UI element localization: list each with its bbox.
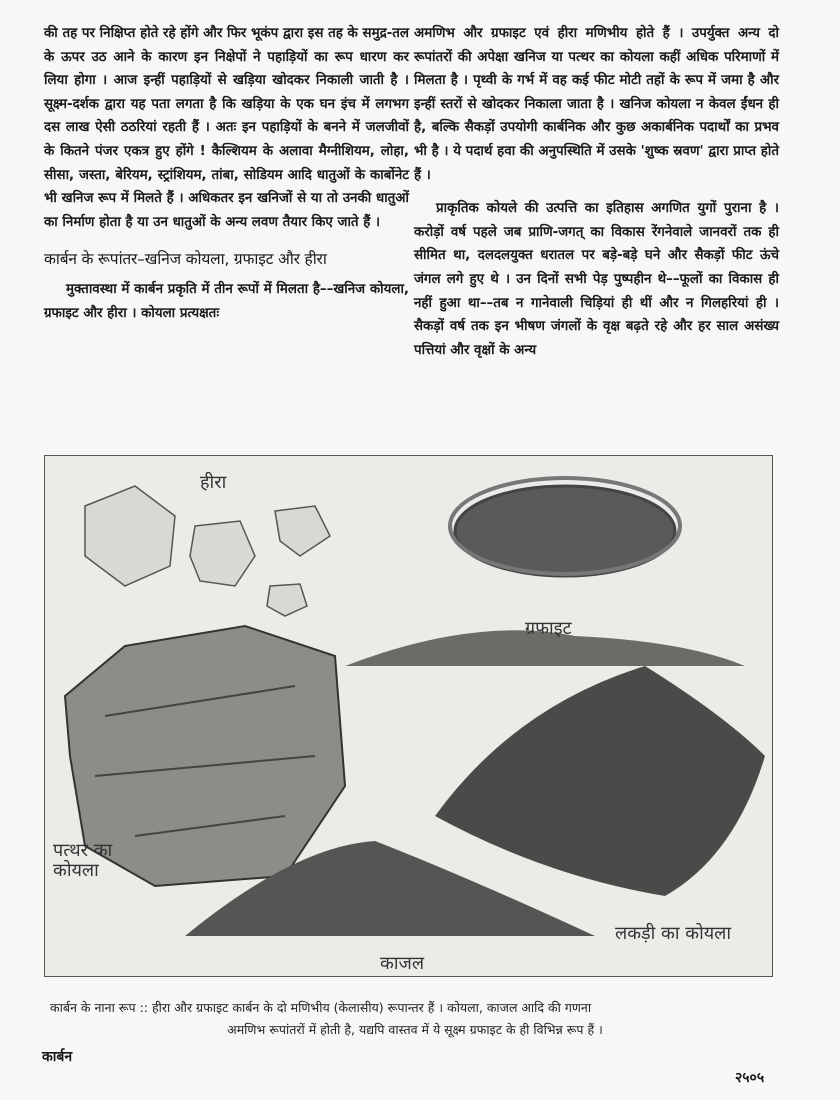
label-charcoal: लकड़ी का कोयला bbox=[615, 923, 732, 944]
caption-line-1: कार्बन के नाना रूप :: हीरा और ग्रफाइट कार्बन के दो मणिभीय (केलासीय) रूपान्तर हैं । कोयला, काजल आदि की गणना bbox=[50, 1000, 592, 1015]
left-paragraph-1: की तह पर निक्षिप्त होते रहे होंगे और फिर भूकंप द्वारा इस तह के समुद्र-तल के ऊपर उठ आने के कारण इन निक्षेपों ने पहाड़ियों का रूप धारण कर लिया होगा । आज इन्हीं पहाड़ियों से खड़िया खोदकर निकाली जाती है । सूक्ष्म-दर्शक द्वारा यह पता लगता है कि खड़िया के एक घन इंच में लगभग दस लाख ऐसी ठठरियां रहती हैं । अतः इन पहाड़ियों के बनने में जलजीवों के कितने पंजर एकत्र हुए होंगे ! कैल्शियम के अलावा मैग्नीशियम, लोहा, सीसा, जस्ता, बेरियम, स्ट्रांशियम, तांबा, सोडियम आदि धातुओं के कार्बोनेट भी खनिज रूप में मिलते हैं । अधिकतर इन खनिजों से या तो उनकी धातुओं का निर्माण होता है या उन धातुओं के अन्य लवण तैयार किए जाते हैं । bbox=[44, 26, 409, 230]
figure-caption bbox=[50, 997, 780, 1041]
left-column bbox=[44, 22, 409, 325]
label-graphite: ग्रफाइट bbox=[525, 618, 572, 639]
page-number: २५०५ bbox=[735, 1070, 765, 1086]
label-soot: काजल bbox=[380, 953, 425, 974]
right-paragraph-2: प्राकृतिक कोयले की उत्पत्ति का इतिहास अगणित युगों पुराना है । करोड़ों वर्ष पहले जब प्राणि-जगत् का विकास रेंगनेवाले जानवरों तक ही सीमित था, दलदलयुक्त धरातल पर बड़े-बड़े घने और सैकड़ों फीट ऊंचे जंगल लगे हुए थे । उन दिनों सभी पेड़ पुष्पहीन थे––फूलों का विकास ही नहीं हुआ था––तब न गानेवाली चिड़ियां ही थीं और न गिलहरियां ही । सैकड़ों वर्ष तक इन भीषण जंगलों के वृक्ष बढ़ते रहे और हर साल असंख्य पत्तियां और वृक्षों के अन्य bbox=[414, 201, 779, 358]
caption-line-2: अमणिभ रूपांतरों में होती है, यद्यपि वास्तव में ये सूक्ष्म ग्रफाइट के ही विभिन्न रूप हैं । bbox=[227, 1022, 603, 1037]
label-stone-coal: पत्थर का कोयला bbox=[53, 840, 113, 881]
illustration-drawing bbox=[45, 456, 772, 976]
label-diamond: हीरा bbox=[200, 472, 227, 493]
running-title: कार्बन bbox=[42, 1049, 73, 1065]
diamond-drawing bbox=[85, 486, 330, 616]
right-column bbox=[414, 22, 779, 362]
left-paragraph-2: मुक्तावस्था में कार्बन प्रकृति में तीन रूपों में मिलता है––खनिज कोयला, ग्रफाइट और हीरा । कोयला प्रत्यक्षतः bbox=[44, 281, 409, 321]
carbon-forms-illustration bbox=[44, 455, 773, 977]
section-heading: कार्बन के रूपांतर–खनिज कोयला, ग्रफाइट और हीरा bbox=[44, 250, 327, 269]
right-paragraph-1: अमणिभ और ग्रफाइट एवं हीरा मणिभीय होते हैं । उपर्युक्त अन्य दो रूपांतरों की अपेक्षा खनिज या पत्थर का कोयला कहीं अधिक परिमाणों में मिलता है । पृथ्वी के गर्भ में वह कई फीट मोटी तहों के रूप में जमा है और इन्हीं स्तरों से खोदकर निकाला जाता है । खनिज कोयला न केवल ईंधन ही है, बल्कि सैकड़ों उपयोगी कार्बनिक और कुछ अकार्बनिक पदार्थों का प्रभव भी है । ये पदार्थ हवा की अनुपस्थिति में उसके 'शुष्क स्रवण' द्वारा प्राप्त होते हैं । bbox=[414, 26, 779, 183]
charcoal-drawing bbox=[435, 666, 765, 896]
